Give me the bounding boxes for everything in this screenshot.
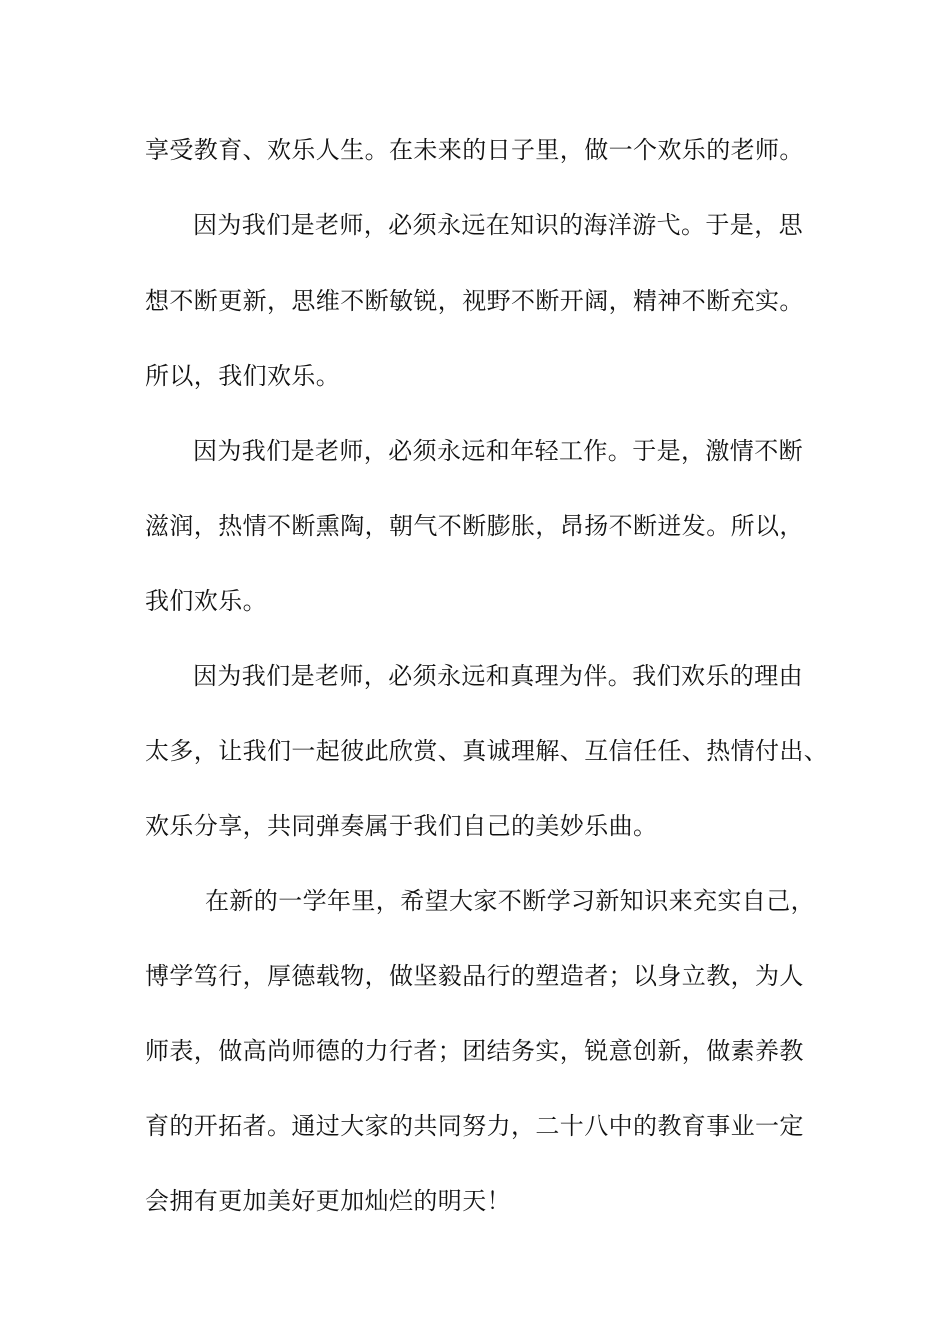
paragraph-2-line-3: 我们欢乐。 <box>145 587 267 615</box>
paragraph-4-line-5: 会拥有更加美好更加灿烂的明天！ <box>145 1187 511 1215</box>
paragraph-3-line-3: 欢乐分享，共同弹奏属于我们自己的美妙乐曲。 <box>145 812 658 840</box>
paragraph-4-line-4: 育的开拓者。通过大家的共同努力，二十八中的教育事业一定 <box>145 1112 804 1140</box>
paragraph-4-line-3: 师表，做高尚师德的力行者；团结务实，锐意创新，做素养教 <box>145 1037 804 1065</box>
paragraph-1-line-3: 所以，我们欢乐。 <box>145 362 341 390</box>
paragraph-1-line-1: 因为我们是老师，必须永远在知识的海洋游弋。于是，思 <box>193 211 803 239</box>
paragraph-1-line-2: 想不断更新，思维不断敏锐，视野不断开阔，精神不断充实。 <box>145 287 804 315</box>
paragraph-4-line-1: 在新的一学年里，希望大家不断学习新知识来充实自己， <box>205 887 815 915</box>
paragraph-3-line-1: 因为我们是老师，必须永远和真理为伴。我们欢乐的理由 <box>193 662 803 690</box>
text-line-1: 享受教育、欢乐人生。在未来的日子里，做一个欢乐的老师。 <box>145 136 804 164</box>
paragraph-3-line-2: 太多，让我们一起彼此欣赏、真诚理解、互信任任、热情付出、 <box>145 737 829 765</box>
paragraph-2-line-2: 滋润，热情不断熏陶，朝气不断膨胀，昂扬不断迸发。所以， <box>145 512 804 540</box>
paragraph-2-line-1: 因为我们是老师，必须永远和年轻工作。于是，激情不断 <box>193 437 803 465</box>
paragraph-4-line-2: 博学笃行，厚德载物，做坚毅品行的塑造者；以身立教，为人 <box>145 962 804 990</box>
